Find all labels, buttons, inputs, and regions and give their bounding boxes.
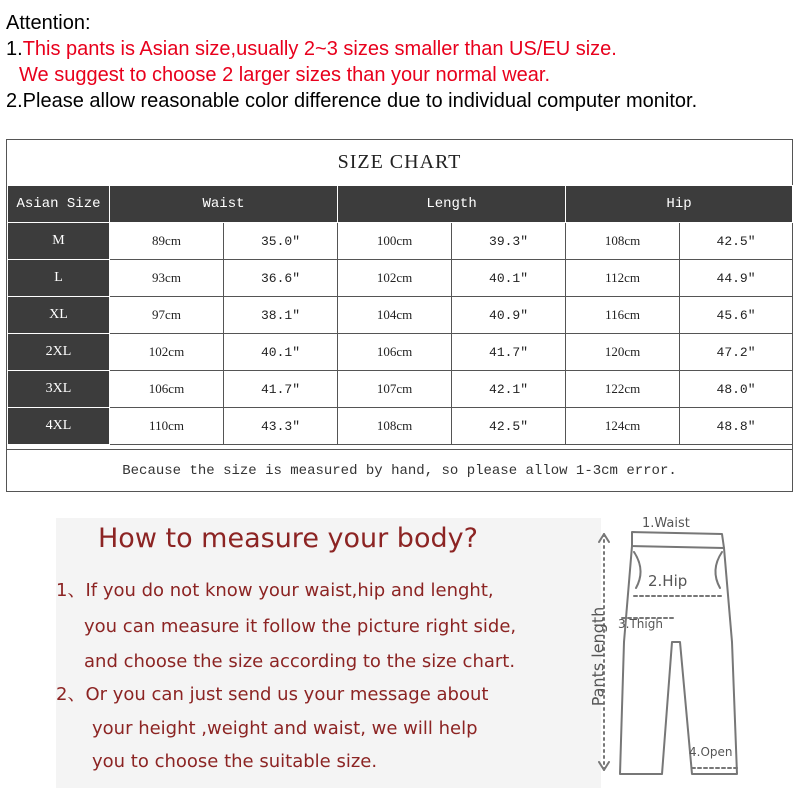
size-cell: 4XL: [8, 408, 110, 445]
size-chart: [6, 139, 793, 492]
waist-cm-cell: 89cm: [110, 223, 224, 260]
attention-item-1-number: 1.: [6, 38, 23, 60]
measure-step-line: 2、Or you can just send us your message about: [56, 684, 489, 705]
hip-inch-cell: 45.6″: [680, 297, 793, 334]
hip-inch-cell: 47.2″: [680, 334, 793, 371]
hip-cm-cell: 108cm: [566, 223, 680, 260]
attention-item-1-text: This pants is Asian size,usually 2~3 sizes smaller than US/EU size.: [22, 38, 617, 60]
waist-label: 1.Waist: [642, 516, 690, 531]
hip-inch-cell: 44.9″: [680, 260, 793, 297]
table-row: [8, 297, 793, 334]
header-length: Length: [338, 186, 566, 223]
length-cm-cell: 107cm: [338, 371, 452, 408]
waist-cm-cell: 110cm: [110, 408, 224, 445]
table-row: [8, 334, 793, 371]
size-table-header: [8, 186, 793, 223]
hip-cm-cell: 112cm: [566, 260, 680, 297]
attention-item-1: [6, 36, 796, 62]
size-cell: 3XL: [8, 371, 110, 408]
length-inch-cell: 39.3″: [452, 223, 566, 260]
table-row: [8, 371, 793, 408]
length-cm-cell: 102cm: [338, 260, 452, 297]
length-inch-cell: 40.1″: [452, 260, 566, 297]
hip-cm-cell: 124cm: [566, 408, 680, 445]
waist-inch-cell: 36.6″: [224, 260, 338, 297]
waist-inch-cell: 38.1″: [224, 297, 338, 334]
length-cm-cell: 106cm: [338, 334, 452, 371]
waist-inch-cell: 40.1″: [224, 334, 338, 371]
thigh-label: 3.Thigh: [618, 617, 663, 631]
size-cell: 2XL: [8, 334, 110, 371]
length-cm-cell: 108cm: [338, 408, 452, 445]
measure-instructions: [56, 518, 601, 788]
size-cell: XL: [8, 297, 110, 334]
attention-item-2: 2.Please allow reasonable color difference due to individual computer monitor.: [6, 90, 698, 112]
hip-inch-cell: 48.0″: [680, 371, 793, 408]
hip-inch-cell: 48.8″: [680, 408, 793, 445]
attention-notes: [6, 10, 796, 114]
attention-heading: Attention:: [6, 12, 91, 34]
measure-step-line: 1、If you do not know your waist,hip and lenght,: [56, 580, 494, 601]
hip-inch-cell: 42.5″: [680, 223, 793, 260]
waist-inch-cell: 35.0″: [224, 223, 338, 260]
measure-step-line: you to choose the suitable size.: [92, 751, 378, 772]
pants-length-label: Pants length: [588, 606, 608, 707]
length-inch-cell: 41.7″: [452, 334, 566, 371]
length-cm-cell: 104cm: [338, 297, 452, 334]
hip-cm-cell: 120cm: [566, 334, 680, 371]
waist-cm-cell: 93cm: [110, 260, 224, 297]
length-inch-cell: 42.5″: [452, 408, 566, 445]
size-table: [7, 185, 793, 445]
measure-title: How to measure your body?: [98, 523, 478, 554]
size-cell: M: [8, 223, 110, 260]
header-hip: Hip: [566, 186, 793, 223]
open-label: 4.Open: [689, 745, 733, 759]
table-row: [8, 408, 793, 445]
waist-inch-cell: 43.3″: [224, 408, 338, 445]
waist-cm-cell: 106cm: [110, 371, 224, 408]
size-cell: L: [8, 260, 110, 297]
waist-cm-cell: 97cm: [110, 297, 224, 334]
waist-cm-cell: 102cm: [110, 334, 224, 371]
length-cm-cell: 100cm: [338, 223, 452, 260]
size-chart-note: Because the size is measured by hand, so please allow 1-3cm error.: [7, 449, 792, 492]
table-row: [8, 260, 793, 297]
measure-step-line: you can measure it follow the picture right side,: [84, 616, 517, 637]
size-chart-title: SIZE CHART: [337, 151, 462, 173]
pants-diagram: [572, 512, 797, 797]
length-inch-cell: 42.1″: [452, 371, 566, 408]
hip-cm-cell: 116cm: [566, 297, 680, 334]
table-row: [8, 223, 793, 260]
measure-step-line: your height ,weight and waist, we will help: [92, 718, 478, 739]
header-waist: Waist: [110, 186, 338, 223]
hip-cm-cell: 122cm: [566, 371, 680, 408]
hip-label: 2.Hip: [648, 572, 688, 590]
header-asian-size: Asian Size: [8, 186, 110, 223]
attention-item-1-suggestion: We suggest to choose 2 larger sizes than your normal wear.: [19, 64, 551, 86]
measure-step-line: and choose the size according to the size chart.: [84, 651, 516, 672]
waist-inch-cell: 41.7″: [224, 371, 338, 408]
length-inch-cell: 40.9″: [452, 297, 566, 334]
